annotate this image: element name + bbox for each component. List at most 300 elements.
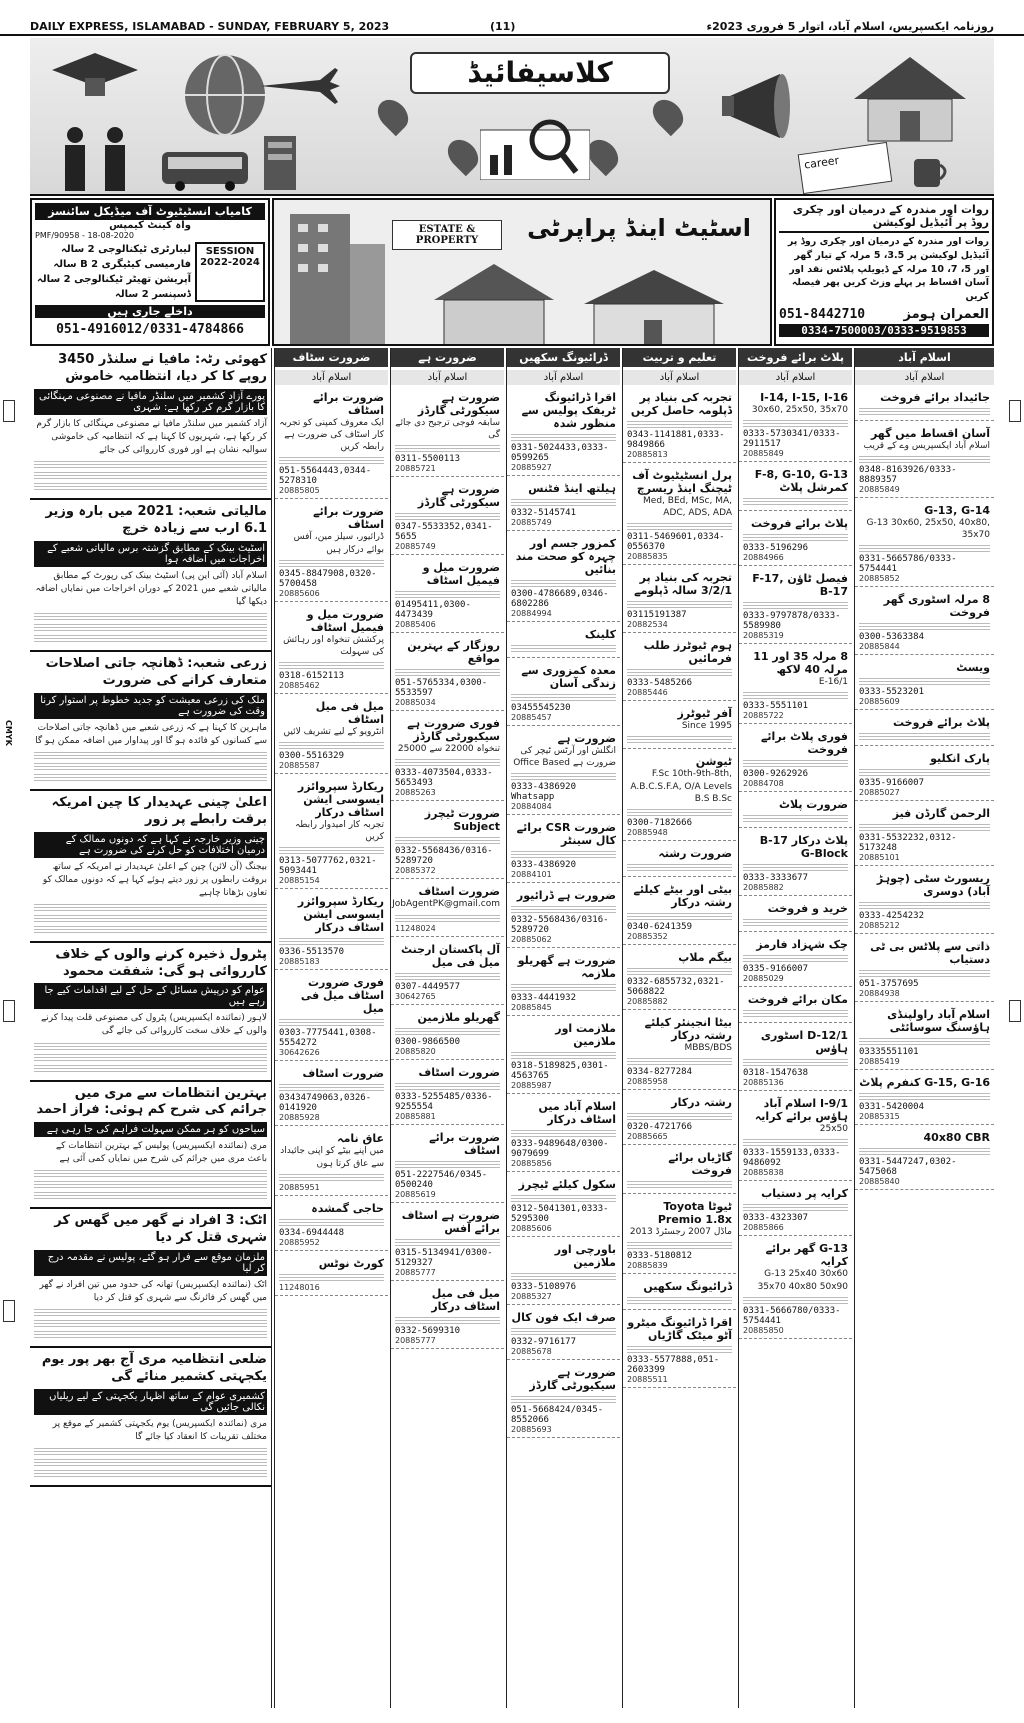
ad-code: 20885928 [279, 1113, 320, 1123]
masthead [0, 0, 1024, 36]
classified-ad [507, 1240, 620, 1305]
imran-phone-2: 0334-7500003/0333-9519853 [779, 324, 989, 337]
classified-ad [739, 1184, 852, 1236]
ad-code: 20885419 [859, 1057, 900, 1067]
ad-title: اقرا ڈرائیونگ ٹریفک پولیس سے منظور شدہ [521, 391, 616, 430]
ad-title: ضرورت برائے اسٹاف [313, 505, 384, 532]
ad-title: حاجی گمشدہ [311, 1201, 384, 1215]
ad-title: 8 مرلہ اسٹوری گھر فروخت [883, 593, 990, 620]
ad-title: اسلام آباد راولپنڈی ہاؤسنگ سوسائٹی [887, 1008, 990, 1035]
classified-ad [623, 1093, 736, 1145]
ad-code: 20885101 [859, 853, 900, 863]
ad-phone: 0335-9166007 [859, 778, 925, 789]
ad-title: ضرورت ہے سیکورٹی گارڈز [417, 391, 500, 417]
ad-phone: 0331-5024433,0333-0599265 [511, 443, 609, 463]
ad-phone: 0313-5077762,0321-5093441 [279, 856, 377, 877]
ad-body: سابقہ فوجی ترجیح دی جائے گی [395, 418, 500, 441]
ad-phone: 0300-9866500 [395, 1036, 461, 1047]
ad-phone: 0334-6944448 [279, 1227, 345, 1238]
ad-title: ٹیوشن [695, 755, 732, 769]
ad-title: ضرورت ہے ڈرائیور [516, 889, 616, 903]
column-header: پلاٹ برائے فروخت [739, 348, 852, 367]
ad-phone: 0311-5469601,0334-0556370 [627, 532, 725, 553]
classified-ad [507, 534, 620, 622]
ad-title: صرف ایک فون کال [511, 1311, 616, 1325]
ad-code: 20885606 [279, 588, 320, 598]
ad-code: 20885446 [627, 688, 668, 698]
classified-ad [739, 990, 852, 1023]
story-subhead: ملزمان موقع سے فرار ہو گئے، پولیس نے مقدمہ درج کر لیا [34, 1250, 267, 1276]
ad-code: 20885136 [743, 1078, 784, 1088]
classified-ad [507, 1175, 620, 1237]
ad-title: ضرورت ٹیچرز Subject [424, 807, 500, 834]
column-header: ضرورت ہے [391, 348, 504, 367]
ad-title: الرحمن گارڈن فیز [892, 807, 990, 821]
ad-code: 20885327 [511, 1292, 552, 1302]
ad-code: 20885315 [859, 1112, 900, 1122]
classified-ad [623, 844, 736, 877]
registration-mark [3, 1000, 15, 1022]
ad-title: فوری ضرورت اسٹاف میل فی میل [300, 976, 384, 1016]
ad-code: 20885606 [511, 1224, 552, 1234]
ad-code: 20885154 [279, 876, 320, 886]
ad-phone: 0307-4449577 [395, 981, 461, 992]
classified-ad [739, 465, 852, 511]
ad-code: 20885183 [279, 957, 320, 967]
classified-ad [275, 605, 388, 694]
page-number: (11) [490, 20, 516, 33]
classified-ad [623, 880, 736, 945]
classified-ad [739, 388, 852, 462]
news-story [30, 1348, 271, 1487]
story-body: لاہور (نمائندہ ایکسپریس) پٹرول کی مصنوعی قلت پیدا کرنے والوں کے خلاف سخت کارروائی کی جائے گی [41, 1013, 267, 1037]
ad-phone: 03115191387 [627, 610, 687, 621]
ad-title: مکان برائے فروخت [747, 993, 848, 1007]
classified-ad [275, 697, 388, 774]
ad-title: فوری پلاٹ برائے فروخت [760, 730, 848, 757]
column-city: اسلام آباد [507, 370, 620, 385]
story-headline: ضلعی انتظامیہ مری آج بھر پور یوم یکجہتی کشمیر منائے گی [41, 1352, 267, 1385]
ad-phone: 0333-4386920 Whatsapp [511, 782, 577, 803]
ad-title: آفر ٹیوٹرز [677, 707, 732, 721]
medical-title: کامیاب انسٹیٹیوٹ آف میڈیکل سائنسز [35, 203, 265, 220]
airplane-icon [260, 58, 340, 108]
classified-ad [391, 1284, 504, 1349]
ad-phone: 0320-4721766 [627, 1121, 693, 1132]
classified-ad [391, 1128, 504, 1203]
ad-body: تجربہ کار امیدوار رابطہ کریں [295, 820, 384, 843]
ad-phone: 0333-5485266 [627, 678, 693, 689]
ad-phone: 0300-7182666 [627, 817, 693, 828]
story-body: بیجنگ (آن لائن) چین کے اعلیٰ عہدیدار نے امریکہ کے ساتھ بروقت رابطوں پر زور دیتے ہوئے کہا ہے کہ دونوں ممالک کو تعاون بڑھانا چاہیے [42, 861, 267, 898]
ad-code: 20884938 [859, 989, 900, 999]
ad-code: 20885027 [859, 788, 900, 798]
ad-title: ضرورت میل و فیمیل اسٹاف [422, 561, 500, 588]
ad-title: I-14, I-15, I-16 [760, 391, 848, 404]
ad-title: پلاٹ برائے فروخت [751, 517, 848, 531]
ad-body: پرکشش تنخواہ اور رہائش کی سہولت [283, 634, 384, 657]
registration-mark [3, 400, 15, 422]
ad-phone: 0333-5196296 [743, 543, 809, 554]
ad-phone: 0315-5134941/0300-5129327 [395, 1247, 493, 1268]
ad-body: 30x60, 25x50, 35x70 [751, 405, 848, 415]
ad-title: رشتہ درکار [671, 1095, 732, 1109]
ad-phone: 0343-1141881,0333-9849866 [627, 430, 725, 450]
registration-mark [3, 1300, 15, 1322]
ad-phone: 051-5564443,0344-5278310 [279, 466, 372, 487]
ad-code: 20885839 [627, 1261, 668, 1271]
classified-ad [275, 777, 388, 889]
ad-title: معدہ کمزوری سے زندگی آسان [521, 664, 616, 690]
ad-code: 11248016 [279, 1282, 320, 1292]
classified-ad [623, 466, 736, 565]
classified-ad [623, 1313, 736, 1388]
classified-ad [507, 886, 620, 948]
ad-phone: 0345-8847908,0320-5700458 [279, 568, 377, 589]
ad-title: ٹیوٹا Toyota Premio 1.8x [657, 1199, 732, 1226]
ad-phone: 0332-6855732,0321-5068822 [627, 976, 725, 997]
house-icon [850, 53, 970, 143]
ad-code: 20885212 [859, 921, 900, 931]
classified-ad [391, 804, 504, 879]
ad-phone: 0331-5447247,0302-5475068 [859, 1157, 957, 1178]
ad-title: D-12/1 اسٹوری ہاؤس [760, 1029, 848, 1056]
ad-phone: 0333-5730341/0333-2911517 [743, 429, 841, 450]
column-city: اسلام آباد [391, 370, 504, 385]
ad-code: 20884084 [511, 802, 552, 812]
ad-code: 20885805 [279, 486, 320, 496]
ad-phone: 0340-6241359 [627, 921, 693, 932]
classified-ad [507, 479, 620, 531]
ad-phone: 0333-5180812 [627, 1251, 693, 1262]
classified-column [738, 348, 852, 1708]
ad-phone: 0334-8277284 [627, 1066, 693, 1077]
ad-title: ضرورت میل و فیمیل اسٹاف [306, 607, 384, 634]
classified-ad [855, 1073, 994, 1125]
ad-phone: 0318-5189825,0301-4563765 [511, 1061, 609, 1082]
ad-phone: 0332-5568436/0316-5289720 [395, 846, 493, 867]
ad-code: 20884708 [743, 779, 784, 789]
ad-title: اسلام آباد میں اسٹاف درکار [538, 1100, 616, 1127]
ad-code: 20885958 [627, 1076, 668, 1086]
ad-phone: 0333-1559133,0333-9486092 [743, 1148, 841, 1169]
classified-ad [739, 727, 852, 792]
ad-phone: 03434749063,0326-0141920 [279, 1093, 372, 1114]
ad-title: گھریلو ملازمین [417, 1010, 500, 1024]
ad-title: ویسٹ [956, 661, 990, 675]
ad-code: 20885777 [395, 1267, 436, 1277]
classified-ad [623, 636, 736, 701]
ad-code: 30642765 [395, 991, 436, 1001]
ad-title: ریکارڈ سپروائزر ایسوسی ایشن اسٹاف درکار [297, 780, 384, 820]
ad-title: کلینک [584, 628, 616, 641]
ad-code: 20885511 [627, 1375, 668, 1385]
masthead-right: روزنامہ ایکسپریس، اسلام آباد، اتوار 5 فروری 2023ء [706, 20, 994, 33]
classified-ad [739, 831, 852, 896]
ad-phone: 0332-5699310 [395, 1325, 461, 1336]
classified-ad [391, 480, 504, 555]
classified-ad [391, 636, 504, 711]
column-city: اسلام آباد [275, 370, 388, 385]
banner-title: کلاسیفائیڈ [410, 52, 670, 94]
ad-title: بیگم ملاپ [678, 950, 732, 964]
ad-code: 20885856 [511, 1159, 552, 1169]
ad-title: کمزور جسم اور چہرہ کو صحت مند بنائیں [515, 537, 616, 576]
ad-code: 20885619 [395, 1189, 436, 1199]
ad-code: 20885587 [279, 761, 320, 771]
ad-code: 20884994 [511, 609, 552, 618]
ad-code: 20885849 [859, 485, 900, 495]
classified-ad [855, 590, 994, 655]
classified-ad [507, 1363, 620, 1438]
registration-mark [1009, 400, 1021, 422]
ad-title: G-13 گھر برائے کرایہ [765, 1242, 848, 1269]
ad-code: 20885820 [395, 1046, 436, 1056]
ad-phone: 0300-9262926 [743, 769, 809, 780]
classified-ad [275, 892, 388, 970]
ad-title: ضرورت اسٹاف [418, 885, 500, 899]
ad-title: بیٹا انجینئر کیلئے رشتہ درکار [644, 1015, 732, 1042]
ad-title: ضرورت CSR برائے کال سینٹر [516, 821, 616, 848]
story-headline: پٹرول ذخیرہ کرنے والوں کے خلاف کارروائی ہو گی: شفقت محمود [55, 946, 267, 979]
ad-code: 20885866 [743, 1223, 784, 1233]
ad-code: 20885665 [627, 1131, 668, 1141]
story-subhead: اسٹیٹ بینک کے مطابق گزشتہ برس مالیاتی شعبے کے اخراجات میں اضافہ ہوا [34, 541, 267, 567]
imran-homes-ad [774, 198, 994, 346]
ad-code: 20884101 [511, 870, 552, 880]
story-body: اسلام آباد (آئی این پی) اسٹیٹ بینک کی رپورٹ کے مطابق مالیاتی شعبے میں 2021 کے دوران اخراجات میں نمایاں اضافہ دیکھا گیا [35, 570, 267, 607]
ad-code: 20885852 [859, 574, 900, 584]
ad-phone: 0300-5516329 [279, 751, 345, 762]
news-story [30, 1209, 271, 1348]
classified-ad [507, 729, 620, 815]
news-story [30, 652, 271, 791]
ad-code: 30642626 [279, 1048, 320, 1058]
ad-phone: 0331-5420004 [859, 1102, 925, 1113]
story-subhead: سیاحوں کو ہر ممکن سہولت فراہم کی جا رہی ہے [34, 1122, 267, 1137]
story-subhead: پورے آزاد کشمیر میں سلنڈر مافیا نے مصنوعی مہنگائی کا بازار گرم کر رکھا ہے: شہری [34, 389, 267, 415]
ad-title: آل پاکستان ارجنٹ میل فی میل [401, 942, 500, 969]
estate-tag: ESTATE & PROPERTY [392, 220, 502, 250]
column-city: اسلام آباد [855, 370, 994, 385]
ad-title: ضرورت رشتہ [658, 846, 732, 860]
story-body: مری (نمائندہ ایکسپریس) یوم یکجہتی کشمیر کے موقع پر مختلف تقریبات کا انعقاد کیا جائے گا [52, 1419, 267, 1443]
story-headline: بہترین انتظامات سے مری میں جرائم کی شرح کم ہوئی: فراز احمد [36, 1085, 267, 1118]
ad-body: G-13 30x60, 25x50, 40x80, 35x70 [866, 518, 990, 541]
ad-title: پلاٹ درکار B-17 G-Block [759, 834, 848, 861]
ad-phone: 0333-9489648/0300-9079699 [511, 1139, 609, 1160]
ad-phone: 03455545230 [511, 703, 571, 713]
ad-code: 20885927 [511, 463, 552, 472]
medical-institute-ad [30, 198, 270, 346]
ad-phone: 0336-5513570 [279, 947, 345, 958]
column-header: اسلام آباد [855, 348, 994, 367]
ad-code: 20885881 [395, 1111, 436, 1121]
ad-phone: 0318-1547638 [743, 1068, 809, 1079]
classified-ad [275, 973, 388, 1061]
ad-code: 20885777 [395, 1335, 436, 1345]
ad-title: اقرا ڈرائیونگ میٹرو آٹو میٹک گاڑیاں [627, 1316, 732, 1343]
ad-phone: 051-5668424/0345-8552066 [511, 1405, 604, 1426]
estate-title: اسٹیٹ اینڈ پراپرٹی [527, 214, 751, 242]
ad-phone: 0311-5500113 [395, 454, 461, 465]
ad-body: اسلام آباد ایکسپریس وے کے قریب [863, 441, 990, 451]
ad-code: 20885951 [279, 1182, 320, 1192]
ad-title: ذاتی سے پلاٹس بی ٹی دستیاب [870, 940, 990, 967]
ad-code: 20885850 [743, 1325, 784, 1335]
classified-ad [739, 514, 852, 566]
ad-body: میں اپنے بیٹے کو اپنی جائیداد سے عاق کرتا ہوں [280, 1146, 384, 1169]
classified-ad [391, 1206, 504, 1281]
ad-code: 20885609 [859, 697, 900, 707]
classified-column [506, 348, 620, 1708]
ad-body: انٹرویو کے لیے تشریف لائیں [283, 726, 384, 737]
classified-ad [275, 1064, 388, 1126]
ad-body: ڈرائیور، سیلز مین، آفس بوائے درکار ہیں [293, 532, 384, 555]
ad-code: 20885721 [395, 464, 436, 474]
ad-title: ڈرائیونگ سکھیں [643, 1280, 732, 1294]
globe-icon [180, 50, 270, 140]
ad-title: 8 مرلہ 35 اور 11 مرلہ 40 لاکھ [753, 650, 848, 677]
ad-title: G-13, G-14 [924, 504, 990, 518]
classified-ad [507, 951, 620, 1016]
ad-body: تنخواہ 22000 سے 25000 [397, 744, 500, 755]
bus-icon [160, 148, 250, 192]
ad-phone: 0332-5568436/0316-5289720 [511, 915, 609, 936]
classified-ad [623, 752, 736, 840]
classified-ad [391, 388, 504, 477]
ad-phone: 0333-3333677 [743, 873, 809, 884]
ad-code: 20885835 [627, 552, 668, 562]
ad-phone: 0331-5532232,0312-5173248 [859, 833, 957, 854]
medical-campus: واہ کینٹ کیمپس [109, 220, 191, 231]
classified-ad [275, 1199, 388, 1251]
classified-ad [275, 1129, 388, 1195]
ad-body: ماڈل 2007 رجسٹرڈ 2013 [629, 1226, 732, 1237]
ad-body: JobAgentPK@gmail.com [392, 899, 500, 910]
ad-code: 11248024 [395, 923, 436, 933]
ad-title: چک شہزاد فارمز [756, 938, 848, 952]
classified-column [622, 348, 736, 1708]
ad-title: ضرورت ہے [557, 732, 616, 745]
location-pin-icon [647, 94, 689, 136]
estate-property-ad [272, 198, 772, 346]
ad-code: 20885952 [279, 1237, 320, 1247]
classified-ad [623, 1277, 736, 1310]
ad-phone: 0300-5363384 [859, 632, 925, 643]
classified-ad [739, 569, 852, 644]
ad-body: MBBS/BDS [684, 1042, 732, 1053]
column-header: تعلیم و تربیت [623, 348, 736, 367]
news-column [30, 348, 272, 1708]
news-story [30, 500, 271, 652]
classified-ad [623, 388, 736, 463]
classified-ad [507, 1019, 620, 1094]
ad-title: کرایہ پر دستیاب [761, 1187, 848, 1201]
ad-phone: 0300-4786689,0346-6802286 [511, 589, 609, 609]
ad-code: 20885849 [743, 449, 784, 459]
ad-code: 20885678 [511, 1347, 552, 1357]
ad-title: ریسورٹ سٹی (چوہڑ آباد) دوسری [876, 872, 990, 899]
news-story [30, 1082, 271, 1210]
ad-title: آسان اقساط میں گھر [870, 427, 990, 440]
classified-ad [855, 749, 994, 801]
story-body: مری (نمائندہ ایکسپریس) پولیس کے بہترین انتظامات کے باعث مری میں جرائم کی شرح میں نمایاں کمی آئی ہے [55, 1141, 267, 1165]
classified-ad [623, 704, 736, 749]
ad-title: ضرورت ہے اسٹاف برائے آفس [401, 1208, 500, 1235]
ad-title: کورٹ نوٹس [318, 1256, 384, 1270]
ad-title: ضرورت ہے سیکیورٹی گارڈز [529, 1366, 616, 1393]
coffee-cup-icon [910, 153, 950, 189]
ad-title: خرید و فروخت [767, 902, 848, 916]
classified-ad [623, 948, 736, 1010]
ad-phone: 0333-5255485/0336-9255554 [395, 1091, 493, 1112]
ad-code: 20885406 [395, 620, 436, 630]
ad-phone: 0332-9716177 [511, 1337, 577, 1348]
ad-title: جائیداد برائے فروخت [880, 391, 990, 404]
classified-ad [855, 804, 994, 866]
story-subhead: کشمیری عوام کے ساتھ اظہار یکجہتی کے لیے ریلیاں نکالی جائیں گی [34, 1389, 267, 1415]
classified-column [854, 348, 994, 1708]
ad-code: 20885693 [511, 1425, 552, 1435]
column-city: اسلام آباد [623, 370, 736, 385]
megaphone-icon [720, 66, 810, 146]
ad-title: ریکارڈ سپروائزر ایسوسی ایشن اسٹاف درکار [297, 895, 384, 935]
ad-body: E-16/1 [818, 677, 848, 688]
ad-title: ضرورت ہے گھریلو ملازمہ [517, 954, 616, 981]
ad-code: 20885749 [511, 518, 552, 527]
ad-title: پارک انکلیو [930, 752, 990, 766]
classified-ad [391, 714, 504, 801]
ad-code: 20885838 [743, 1168, 784, 1178]
ad-title: روزگار کے بہترین مواقع [407, 639, 500, 666]
ad-code: 20885462 [279, 680, 320, 690]
ad-phone: 0333-4254232 [859, 911, 925, 922]
ad-body: انگلش اور آرٹس ٹیچر کی ضرورت ہے Office Based [513, 746, 616, 769]
classified-ad [391, 882, 504, 936]
imran-brand: العمران ہومز [903, 306, 989, 322]
ad-title: ضرورت برائے اسٹاف [429, 1130, 500, 1157]
ad-code: 20885722 [743, 711, 784, 721]
ad-code: 20885882 [627, 996, 668, 1006]
career-document: career [798, 142, 893, 194]
ad-title: ضرورت ہے سیکورٹی گارڈز [417, 483, 500, 510]
ad-title: ضرورت پلاٹ [778, 798, 848, 812]
ad-title: سکول کیلئے ٹیچرز [518, 1178, 616, 1192]
classified-ad [855, 1005, 994, 1070]
classified-ad [391, 558, 504, 633]
ad-phone: 0333-5523201 [859, 687, 925, 698]
story-headline: کھوئی رٹہ: مافیا نے سلنڈر 3450 روپے کا کر دیا، انتظامیہ خاموش [58, 352, 267, 384]
classified-ad [275, 1254, 388, 1296]
classified-ad [739, 1026, 852, 1091]
ad-title: F-8, G-10, G-13 کمرشل پلاٹ [754, 468, 848, 495]
ad-body: 25x50 [819, 1124, 848, 1135]
column-header: ضرورت سٹاف [275, 348, 388, 367]
ad-code: 20885882 [743, 883, 784, 893]
ad-body: F.Sc 10th-9th-8th, A.B.C.S.F.A, O/A Levels B.S B.Sc [630, 769, 732, 804]
ad-code: 20885062 [511, 935, 552, 945]
classified-ad [391, 1063, 504, 1125]
classified-ad [507, 388, 620, 476]
classified-ad [739, 647, 852, 724]
classified-ad [855, 658, 994, 710]
classified-ad [507, 1308, 620, 1360]
classified-ad [623, 1148, 736, 1194]
ad-phone: 0333-4073504,0333-5653493 [395, 768, 493, 789]
ad-phone: 0333-4441932 [511, 993, 577, 1004]
cmyk-mark: CMYK [4, 720, 13, 746]
